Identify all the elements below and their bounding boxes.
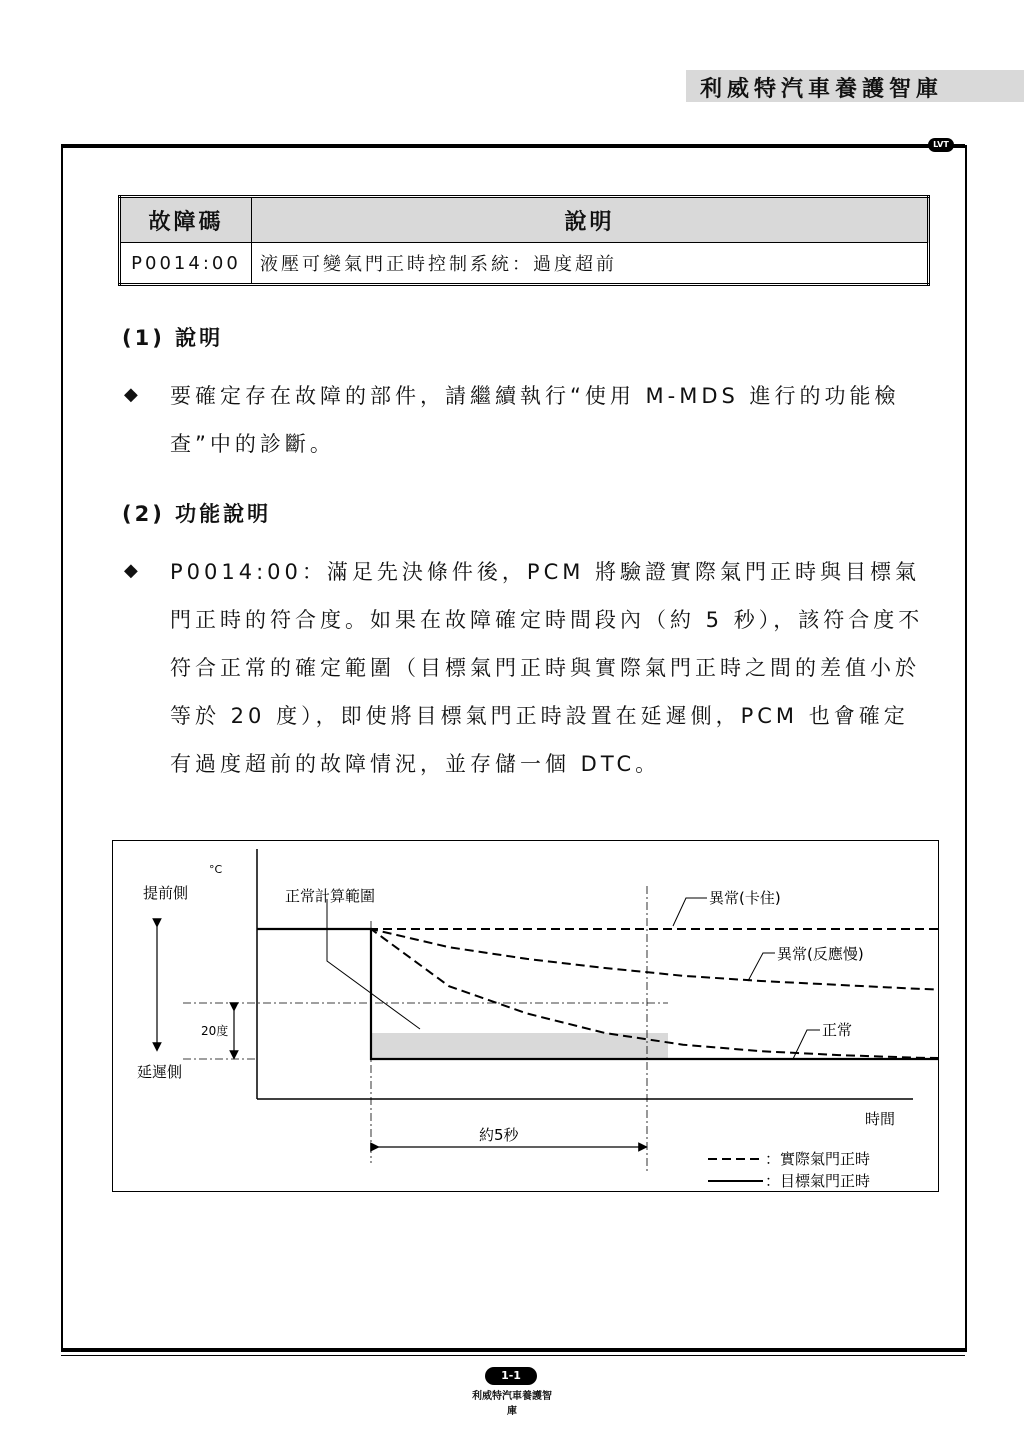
table-header-description: 說明 [252,197,929,243]
table-row [120,243,929,285]
page-number-badge: 1-1 [485,1367,537,1385]
series-label-normal: 正常 [822,1021,853,1039]
bullet-diamond-icon: ◆ [124,560,138,581]
brand-logo: LVT [928,138,954,152]
normal-range-band [371,1033,668,1059]
series-label-stuck: 異常(卡住) [709,889,781,907]
section-heading-description: (1) 說明 [122,326,224,350]
section-description-text: 要確定存在故障的部件，請繼續執行“使用 M-MDS 進行的功能檢查”中的診斷。 [170,384,900,456]
range-label: 正常計算範圍 [285,887,376,905]
header-title: 利威特汽車養護智庫 [700,77,944,102]
band-label: 20度 [201,1024,229,1038]
y-unit-label: °C [209,863,223,876]
advance-side-label: 提前側 [143,884,189,902]
table-cell-code: P0014:00 [120,243,252,285]
table-cell-description: 液壓可變氣門正時控制系統：過度超前 [252,243,929,285]
section-function-text: P0014:00：滿足先決條件後，PCM 將驗證實際氣門正時與目標氣門正時的符合度。如果在故障確定時間段內（約 5 秒），該符合度不符合正常的確定範圍（目標氣門正時與實際氣門正時之間的差值小於等於 20 度），即使將目標氣門正時設置在延遲側，PCM 也會確定有過度超前的故障情況，並存儲一個 DTC。 [170,560,924,776]
range-pointer-line [327,899,420,1029]
footer-brand-label: 利威特汽車養護智庫 [472,1391,552,1417]
chart-svg [113,841,938,1191]
legend-label-actual: ：實際氣門正時 [765,1150,871,1168]
section-heading-function: (2) 功能說明 [122,502,272,526]
x-axis-label: 時間 [865,1110,896,1128]
frame-bottom-rule-thin [61,1355,965,1356]
callout-leader-normal [793,1030,820,1059]
bullet-diamond-icon: ◆ [124,384,138,405]
callout-leader-slow [748,953,775,981]
series-label-slow: 異常(反應慢) [777,945,864,963]
duration-label: 約5秒 [479,1126,519,1144]
dtc-table [118,195,930,286]
table-header-code: 故障碼 [120,197,252,243]
legend-label-target: ：目標氣門正時 [765,1172,871,1190]
delay-side-label: 延遲側 [137,1063,183,1081]
frame-bottom-rule [61,1348,965,1352]
valve-timing-chart [112,840,939,1192]
callout-leader-stuck [673,898,707,926]
